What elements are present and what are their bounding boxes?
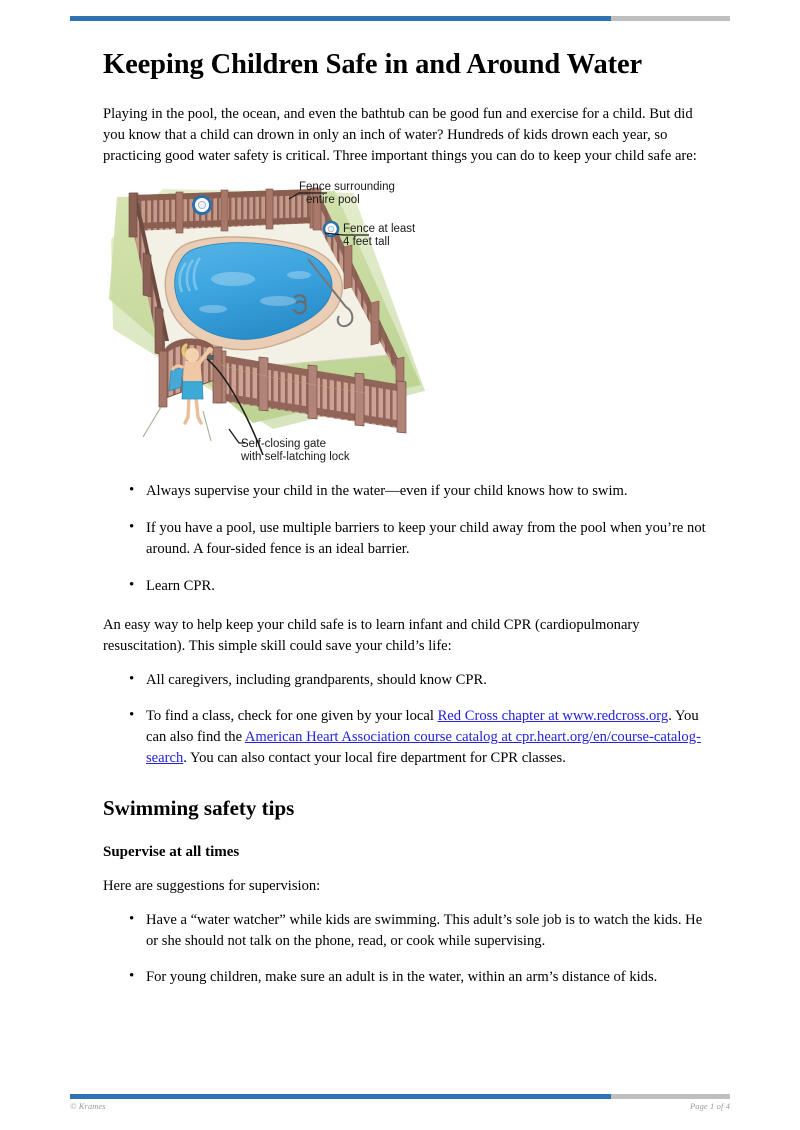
list-item-with-links xyxy=(146,706,715,769)
american-heart-association-link[interactable]: American Heart Association course catalog at cpr.heart.org/en/course-catalog-search xyxy=(146,729,701,767)
list-item: • If you have a pool, use multiple barriers to keep your child away from the pool when you’re not around. A four-sided fence is an ideal barrier. xyxy=(146,518,715,560)
label-gate-line1: Self-closing gate xyxy=(241,438,327,451)
footer-rule-blue-segment xyxy=(70,1094,611,1099)
cpr-text-middle: . You can also find the xyxy=(146,708,699,746)
safety-bullet-list xyxy=(103,481,715,596)
cpr-bullet-list xyxy=(103,670,715,769)
supervision-intro-paragraph: Here are suggestions for supervision: xyxy=(103,877,321,894)
label-fence-height-line2: 4 feet tall xyxy=(343,236,390,249)
label-fence-surrounding-line1: Fence surrounding xyxy=(299,181,395,194)
list-item: • All caregivers, including grandparents, should know CPR. xyxy=(146,670,715,691)
intro-paragraph: Playing in the pool, the ocean, and even the bathtub can be good fun and exercise for a child. But did you know that a child can drown in only an inch of water? Hundreds of kids drown each year, so practicing good water safety is critical. Three important things you can do to keep your child safe are: xyxy=(103,105,697,164)
pool-fence-illustration xyxy=(103,179,433,471)
label-gate-line2: with self-latching lock xyxy=(241,451,350,464)
sub-heading-supervise-at-all-times: Supervise at all times xyxy=(103,844,240,861)
cpr-paragraph: An easy way to help keep your child safe is to learn infant and child CPR (cardiopulmonary resuscitation). This simple skill could save your child’s life: xyxy=(103,616,640,654)
cpr-text-after: . You can also contact your local fire department for CPR classes. xyxy=(183,750,566,767)
label-fence-height-line1: Fence at least xyxy=(343,223,416,236)
footer-page-number: Page 1 of 4 xyxy=(689,1101,730,1111)
list-item: • Learn CPR. xyxy=(146,576,715,597)
red-cross-link[interactable]: Red Cross chapter at www.redcross.org xyxy=(437,708,669,725)
life-ring-back xyxy=(194,197,211,214)
footer-copyright: © Krames xyxy=(70,1101,106,1111)
footer-rule xyxy=(70,1094,730,1099)
list-item: • Always supervise your child in the water—even if your child knows how to swim. xyxy=(146,481,715,502)
label-fence-surrounding-line2: entire pool xyxy=(306,194,360,207)
page-title: Keeping Children Safe in and Around Water xyxy=(103,49,643,80)
header-rule xyxy=(70,16,730,21)
supervision-bullet-list xyxy=(103,910,715,989)
list-item: • For young children, make sure an adult is in the water, within an arm’s distance of kids. xyxy=(146,967,715,988)
cpr-text-before: To find a class, check for one given by your local xyxy=(146,708,438,725)
section-heading-swimming-safety-tips: Swimming safety tips xyxy=(103,796,295,821)
list-item: • Have a “water watcher” while kids are swimming. This adult’s sole job is to watch the kids. He or she should not talk on the phone, read, or cook while supervising. xyxy=(146,910,715,952)
page-footer xyxy=(70,1101,730,1111)
header-rule-gray-segment xyxy=(611,16,730,21)
document-content xyxy=(103,46,715,998)
header-rule-blue-segment xyxy=(70,16,611,21)
footer-rule-gray-segment xyxy=(611,1094,730,1099)
